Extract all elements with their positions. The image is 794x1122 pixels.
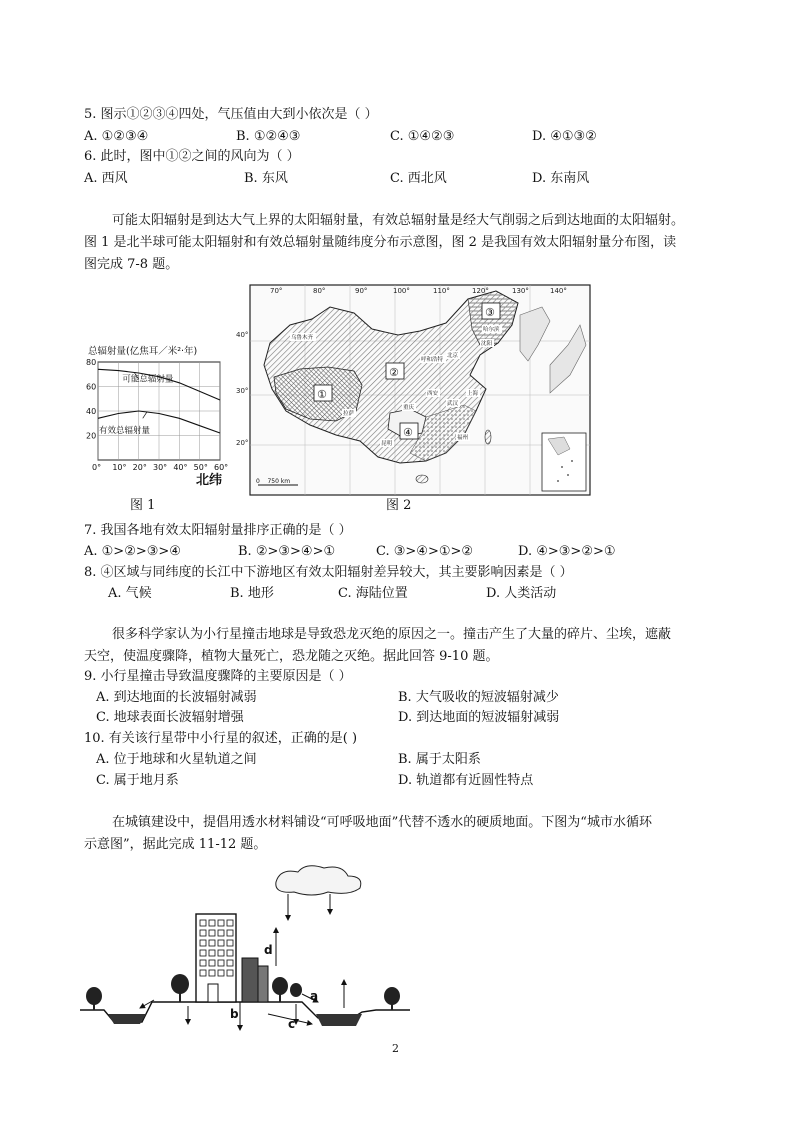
lon-label: 130°: [512, 287, 529, 295]
passage3-line2: 示意图”，据此完成 11-12 题。: [84, 837, 267, 852]
diagram-label-b: b: [230, 1007, 239, 1021]
passage1-line3: 图完成 7-8 题。: [84, 257, 179, 272]
lon-label: 100°: [393, 287, 410, 295]
region-label-1: ①: [317, 388, 327, 401]
city-label: 重庆: [403, 405, 415, 411]
diagram-label-a: a: [310, 989, 319, 1003]
q7-option-b: B. ②>③>④>①: [238, 544, 336, 559]
q10-option-d: D. 轨道都有近圆性特点: [398, 773, 534, 788]
y-tick-label: 60: [86, 382, 97, 392]
city-label: 北京: [447, 353, 459, 359]
building-window: [218, 950, 224, 956]
q9-option-c: C. 地球表面长波辐射增强: [96, 710, 244, 725]
building-window: [218, 920, 224, 926]
building-window: [209, 940, 215, 946]
city-label: 拉萨: [343, 411, 355, 417]
city-label: 西安: [427, 391, 439, 397]
building-window: [200, 970, 206, 976]
x-tick-label: 0°: [92, 463, 102, 472]
city-label: 武汉: [447, 401, 459, 407]
y-tick-label: 20: [86, 431, 97, 441]
region-label-2: ②: [389, 366, 399, 379]
building-window: [200, 930, 206, 936]
building-window: [200, 960, 206, 966]
city-label: 沈阳: [481, 341, 493, 347]
diagram-label-c: c: [288, 1017, 296, 1031]
building-window: [218, 930, 224, 936]
lon-label: 120°: [472, 287, 489, 295]
lon-label: 140°: [550, 287, 567, 295]
figure-1-caption: 图 1: [130, 498, 156, 513]
q5-stem: 5. 图示①②③④四处，气压值由大到小依次是（ ）: [84, 107, 378, 122]
building-window: [209, 960, 215, 966]
x-tick-label: 10°: [112, 463, 127, 472]
figure-1-chart: [84, 340, 232, 490]
lon-label: 70°: [270, 287, 283, 295]
passage3-line1: 在城镇建设中，提倡用透水材料铺设“可呼吸地面”代替不透水的硬质地面。下图为“城市水循环: [112, 815, 652, 830]
figure-3-urban-water-cycle: [80, 862, 410, 1042]
q6-option-d: D. 东南风: [532, 171, 590, 186]
q9-option-d: D. 到达地面的短波辐射减弱: [398, 710, 560, 725]
x-tick-label: 60°: [214, 463, 229, 472]
q7-stem: 7. 我国各地有效太阳辐射量排序正确的是（ ）: [84, 523, 352, 538]
y-tick-label: 80: [86, 358, 97, 367]
q7-option-c: C. ③>④>①>②: [376, 544, 474, 559]
chart-xlabel: 北纬: [196, 473, 223, 488]
pointer-line: [143, 412, 147, 418]
page-number: 2: [392, 1042, 399, 1055]
q5-option-c: C. ①④②③: [390, 129, 455, 144]
lat-label: 20°: [236, 439, 249, 447]
y-tick-label: 40: [86, 407, 97, 416]
city-label: 呼和浩特: [421, 357, 444, 363]
q10-stem: 10. 有关该行星带中小行星的叙述，正确的是( ): [84, 731, 358, 746]
q9-stem: 9. 小行星撞击导致温度骤降的主要原因是（ ）: [84, 669, 352, 684]
region-label-4: ④: [403, 426, 413, 439]
building-window: [209, 930, 215, 936]
passage2-line1: 很多科学家认为小行星撞击地球是导致恐龙灭绝的原因之一。撞击产生了大量的碎片、尘埃，遮蔽: [112, 627, 672, 642]
building-window: [227, 960, 233, 966]
lat-label: 30°: [236, 387, 249, 395]
building-window: [200, 940, 206, 946]
series-label-2: 有效总辐射量: [99, 426, 151, 436]
q9-option-a: A. 到达地面的长波辐射减弱: [96, 690, 257, 705]
city-label: 哈尔滨: [483, 327, 500, 333]
city-label: 福州: [457, 435, 469, 441]
q8-stem: 8. ④区域与同纬度的长江中下游地区有效太阳辐射差异较大，其主要影响因素是（ ）: [84, 565, 573, 580]
q5-option-d: D. ④①③②: [532, 129, 597, 144]
figure-2-china-map: [236, 285, 590, 495]
x-tick-label: 20°: [132, 463, 147, 472]
q6-option-b: B. 东风: [244, 171, 288, 186]
building-window: [209, 950, 215, 956]
lon-label: 110°: [433, 287, 450, 295]
passage1-line1: 可能太阳辐射是到达大气上界的太阳辐射量，有效总辐射量是经大气削弱之后到达地面的太阳辐射。: [112, 213, 685, 228]
chart-ylabel: 总辐射量(亿焦耳／米²·年): [88, 346, 198, 357]
q6-option-c: C. 西北风: [390, 171, 447, 186]
lon-label: 80°: [313, 287, 326, 295]
building-window: [227, 950, 233, 956]
q5-option-b: B. ①②④③: [236, 129, 301, 144]
q6-stem: 6. 此时，图中①②之间的风向为（ ）: [84, 149, 300, 164]
q10-option-c: C. 属于地月系: [96, 773, 179, 788]
city-label: 上海: [467, 391, 479, 397]
q8-option-c: C. 海陆位置: [338, 586, 408, 601]
q10-option-b: B. 属于太阳系: [398, 752, 481, 767]
figure-2-caption: 图 2: [386, 498, 412, 513]
building-window: [200, 950, 206, 956]
q5-option-a: A. ①②③④: [84, 129, 149, 144]
map-scale: 0 750 km: [256, 478, 291, 485]
q7-option-d: D. ④>③>②>①: [518, 544, 616, 559]
lon-label: 90°: [355, 287, 368, 295]
passage1-line2: 图 1 是北半球可能太阳辐射和有效总辐射量随纬度分布示意图，图 2 是我国有效太阳辐射量分布图，读: [84, 235, 677, 250]
x-tick-label: 40°: [173, 463, 188, 472]
lat-label: 40°: [236, 331, 249, 339]
city-label: 昆明: [381, 441, 393, 447]
building-window: [227, 940, 233, 946]
building-window: [227, 930, 233, 936]
city-label: 乌鲁木齐: [291, 335, 314, 341]
series-label-1: 可能总辐射量: [122, 374, 174, 385]
q10-option-a: A. 位于地球和火星轨道之间: [96, 752, 257, 767]
building-window: [209, 970, 215, 976]
building-window: [218, 960, 224, 966]
q7-option-a: A. ①>②>③>④: [84, 544, 181, 559]
building-window: [200, 920, 206, 926]
q9-option-b: B. 大气吸收的短波辐射减少: [398, 690, 559, 705]
building-window: [218, 970, 224, 976]
q8-option-b: B. 地形: [230, 586, 274, 601]
x-tick-label: 30°: [153, 463, 168, 472]
q8-option-d: D. 人类活动: [486, 586, 557, 601]
building-window: [227, 970, 233, 976]
region-label-3: ③: [485, 306, 495, 319]
q8-option-a: A. 气候: [108, 586, 152, 601]
passage2-line2: 天空，使温度骤降，植物大量死亡，恐龙随之灭绝。据此回答 9-10 题。: [84, 649, 499, 664]
building-window: [218, 940, 224, 946]
diagram-label-d: d: [264, 943, 273, 957]
x-tick-label: 50°: [193, 463, 208, 472]
cloud-icon: [276, 866, 361, 895]
building-window: [209, 920, 215, 926]
q6-option-a: A. 西风: [84, 171, 128, 186]
building-window: [227, 920, 233, 926]
